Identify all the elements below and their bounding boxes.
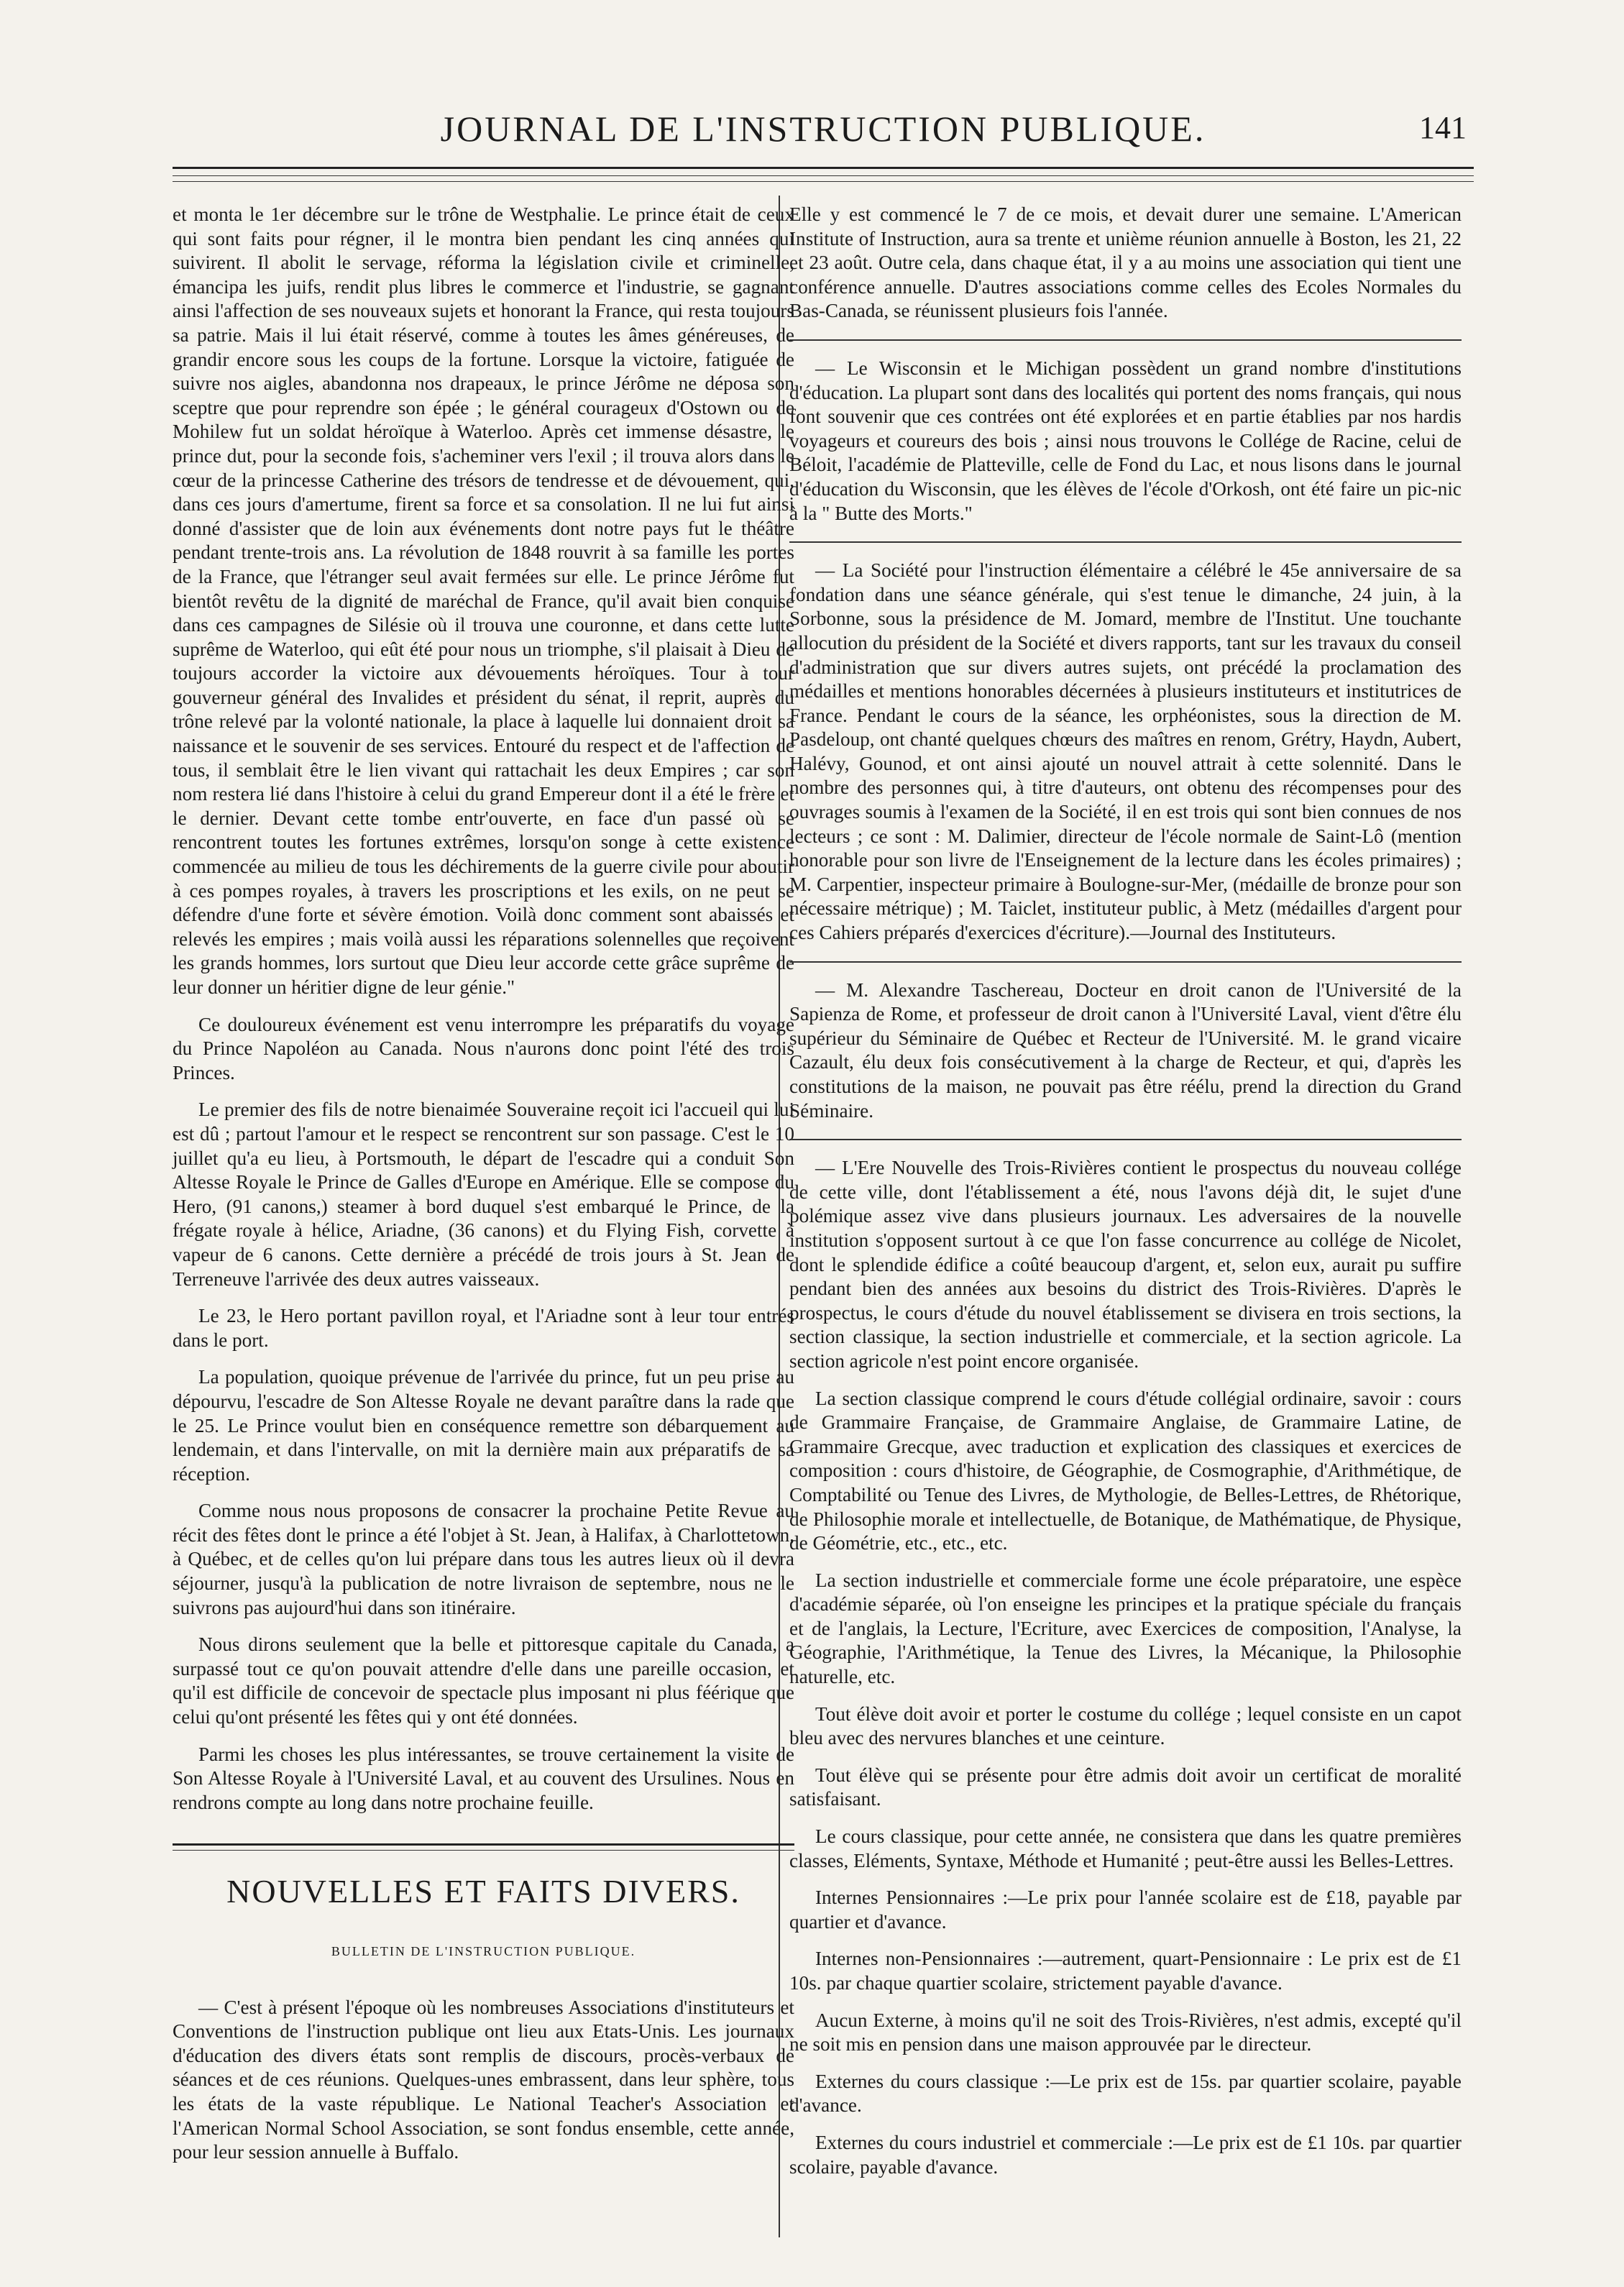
news-paragraph: — La Société pour l'instruction élémentaire a célébré le 45e anniversaire de sa fondation dans une séance générale, qui s'est tenue le dimanche, 24 juin, à la Sorbonne, sous la présidence de M. Jomard, membre de l'Institut. Une touchante allocution du président de la Société et divers rapports, tant sur les travaux du conseil d'administration que sur divers autres sujets, ont précédé la proclamation des médailles et mentions honorables décernées à plusieurs instituteurs et institutrices de France. Pendant le cours de la séance, les orphéonistes, sous la direction de M. Pasdeloup, ont chanté quelques chœurs des maîtres en renom, Grétry, Haydn, Aubert, Halévy, Gounod, et ont ainsi ajouté un nouvel attrait à cette solennité. Dans le nombre des personnes qui, à titre d'auteurs, ont obtenu des récompenses pour des ouvrages soumis à l'examen de la Société, il en est trois qui sont bien connues de nos lecteurs ; ce sont : M. Dalimier, directeur de l'école normale de Saint-Lô (mention honorable pour son livre de l'Enseignement de la lecture dans les écoles primaires) ; M. Carpentier, inspecteur primaire à Boulogne-sur-Mer, (médaille de bronze pour son nécessaire métrique) ; M. Taiclet, instituteur public, à Metz (médailles d'argent pour ces Cahiers préparés d'exercices d'écriture).—Journal des Instituteurs. (789, 559, 1462, 944)
header-rule-thick (173, 167, 1474, 169)
page-header (173, 108, 1474, 158)
news-separator (789, 961, 1462, 963)
header-rule-thin (173, 175, 1474, 176)
news-paragraph: Aucun Externe, à moins qu'il ne soit des Trois-Rivières, n'est admis, excepté qu'il ne soit mis en pension dans une maison approuvée par le directeur. (789, 2009, 1462, 2055)
news-paragraph: — Le Wisconsin et le Michigan possèdent un grand nombre d'institutions d'éducation. La plupart sont dans des localités qui portent des noms français, qui nous font souvenir que ces contrées ont été explorées et en partie établies par nos hardis voyageurs et coureurs des bois ; ainsi nous trouvons le Collége de Racine, celui de Béloit, l'académie de Platteville, celle de Fond du Lac, et nous lisons dans le journal d'éducation du Wisconsin, que les élèves de l'école d'Orkosh, ont été faire un pic-nic à la " Butte des Morts." (789, 357, 1462, 524)
bulletin-heading: BULLETIN DE L'INSTRUCTION PUBLIQUE. (331, 1944, 636, 1958)
news-paragraph: — M. Alexandre Taschereau, Docteur en droit canon de l'Université de la Sapienza de Rome, et professeur de droit canon à l'Université Laval, vient d'être élu supérieur du Séminaire de Québec et Recteur de l'Université. M. le grand vicaire Cazault, élu deux fois consécutivement à la charge de Recteur, et qui, d'après les constitutions de la maison, ne pouvait pas être réélu, prend la direction du Grand Séminaire. (789, 978, 1462, 1122)
bulletin-paragraph: — C'est à présent l'époque où les nombreuses Associations d'instituteurs et Conventions de l'instruction publique ont lieu aux Etats-Unis. Les journaux d'éducation des divers états sont remplis de discours, procès-verbaux de séances et de ces réunions. Quelques-unes embrassent, dans leur sphère, tous les états de la vaste république. Le National Teacher's Association et l'American Normal School Association, se sont fondus ensemble, cette année, pour leur session annuelle à Buffalo. (173, 1996, 794, 2163)
news-paragraph: Le cours classique, pour cette année, ne consistera que dans les quatre premières classes, Eléments, Syntaxe, Méthode et Humanité ; peut-être aussi les Belles-Lettres. (789, 1825, 1462, 1871)
news-paragraph: Externes du cours classique :—Le prix est de 15s. par quartier scolaire, payable d'avance. (789, 2070, 1462, 2117)
section-title: NOUVELLES ET FAITS DIVERS. (226, 1873, 740, 1910)
news-paragraph: Tout élève qui se présente pour être admis doit avoir un certificat de moralité satisfaisant. (789, 1764, 1462, 1810)
left-column (173, 203, 794, 2165)
article-paragraph: Ce douloureux événement est venu interrompre les préparatifs du voyage du Prince Napoléon au Canada. Nous n'aurons donc point l'été des trois Princes. (173, 1013, 794, 1083)
news-paragraph: Elle y est commencé le 7 de ce mois, et devait durer une semaine. L'American Institute of Instruction, aura sa trente et unième réunion annuelle à Boston, les 21, 22 et 23 août. Outre cela, dans chaque état, il y a au moins une association qui tient une conférence annuelle. D'autres associations comme celles des Ecoles Normales du Bas-Canada, se réunissent plusieurs fois l'année. (789, 203, 1462, 322)
news-paragraph: Internes Pensionnaires :—Le prix pour l'année scolaire est de £18, payable par quartier et d'avance. (789, 1887, 1462, 1933)
news-paragraph: — L'Ere Nouvelle des Trois-Rivières contient le prospectus du nouveau collége de cette ville, dont l'établissement a été, nous l'avons déjà dit, le sujet d'une polémique assez vive dans plusieurs journaux. Les adversaires de la nouvelle institution s'opposent surtout à ce que l'on fasse concurrence au collége de Nicolet, dont le splendide édifice a coûté beaucoup d'argent, et, selon eux, aurait pu suffire pendant bien des années aux besoins du district des Trois-Rivières. D'après le prospectus, le cours d'étude du nouvel établissement se divisera en trois sections, la section classique, la section industrielle et commerciale, et la section agricole. La section agricole n'est point encore organisée. (789, 1157, 1462, 1372)
header-rule-thin-2 (173, 181, 1474, 182)
article-paragraph: et monta le 1er décembre sur le trône de Westphalie. Le prince était de ceux qui sont faits pour régner, il le montra bien pendant les cinq années qui suivirent. Il abolit le servage, réforma la législation civile et criminelle, émancipa les juifs, rendit plus libres le commerce et l'industrie, se gagnant ainsi l'affection de ses nouveaux sujets et honorant la France, qui resta toujours sa patrie. Mais il lui était réservé, comme à toutes les âmes généreuses, de grandir encore sous les coups de la fortune. Lorsque la victoire, fatiguée de suivre nos aigles, abandonna nos drapeaux, le prince Jérôme ne déposa son sceptre que pour reprendre son épée ; le général courageux d'Ostown ou de Mohilew fut un soldat héroïque à Waterloo. Après cet immense désastre, le prince dut, pour la seconde fois, s'acheminer vers l'exil ; il trouva alors dans le cœur de la princesse Catherine des trésors de tendresse et de dévouement, qui, dans ces jours d'amertume, firent sa force et sa consolation. Il ne lui fut ainsi donné d'assister que de loin aux événements dont notre pays fut le théâtre pendant trente-trois ans. La révolution de 1848 rouvrit à sa famille les portes de la France, que l'étranger seul avait fermées sur elle. Le prince Jérôme fut bientôt revêtu de la dignité de maréchal de France, qu'il avait bien conquise dans ces campagnes de Silésie où il trouva une couronne, et dans cette lutte suprême de Waterloo, qui eût été pour nous un triomphe, s'il plaisait à Dieu de toujours accorder la victoire aux dévouements héroïques. Tour à tour gouverneur général des Invalides et président du sénat, il reprit, auprès du trône relevé par la volonté nationale, la place à laquelle lui donnaient droit sa naissance et le souvenir de ses services. Entouré du respect et de l'affection de tous, il semblait être le lien vivant qui rattachait les deux Empires ; car son nom restera lié dans l'histoire à celui du grand Empereur dont il a été le frère et le dernier. Devant cette tombe entr'ouverte, en face d'un passé où se rencontrent toutes les fortunes extrêmes, lorsqu'on songe à cette existence commencée au milieu de tous les déchirements de la guerre civile pour aboutir à ces pompes royales, à travers les proscriptions et les exils, on ne peut se défendre d'une forte et sévère émotion. Voilà donc comment sont abaissés et relevés les empires ; mais voilà aussi les réparations solennelles que reçoivent les grands hommes, lors surtout que Dieu leur accorde cette grâce suprême de leur donner un héritier digne de leur génie." (173, 203, 794, 998)
news-separator (789, 339, 1462, 341)
right-column (789, 203, 1462, 2179)
news-separator (789, 541, 1462, 543)
article-paragraph: Le premier des fils de notre bienaimée Souveraine reçoit ici l'accueil qui lui est dû ; partout l'amour et le respect se rencontrent sur son passage. C'est le 10 juillet qu'a eu lieu, à Portsmouth, le départ de l'escadre qui a conduit Son Altesse Royale le Prince de Galles d'Europe en Amérique. Elle se compose du Hero, (91 canons,) steamer à bord duquel s'est embarqué le Prince, de la frégate royale à hélice, Ariadne, (36 canons) et du Flying Fish, corvette à vapeur de 6 canons. Cette dernière a précédé de trois jours à St. Jean de Terreneuve l'arrivée des deux autres vaisseaux. (173, 1099, 794, 1290)
page-number: 141 (1419, 110, 1467, 145)
article-paragraph: Nous dirons seulement que la belle et pittoresque capitale du Canada, a surpassé tout ce qu'on pouvait attendre d'elle dans une pareille occasion, et qu'il est difficile de concevoir de spectacle plus imposant ni plus féérique que celui qu'ont présenté les fêtes qui y ont été données. (173, 1633, 794, 1728)
news-paragraph: Internes non-Pensionnaires :—autrement, quart-Pensionnaire : Le prix est de £1 10s. par chaque quartier scolaire, strictement payable d'avance. (789, 1948, 1462, 1994)
news-paragraph: Externes du cours industriel et commerciale :—Le prix est de £1 10s. par quartier scolaire, payable d'avance. (789, 2131, 1462, 2178)
article-paragraph: Parmi les choses les plus intéressantes, se trouve certainement la visite de Son Altesse Royale à l'Université Laval, et au couvent des Ursulines. Nous en rendrons compte au long dans notre prochaine feuille. (173, 1743, 794, 1813)
article-paragraph: Le 23, le Hero portant pavillon royal, et l'Ariadne sont à leur tour entrés dans le port. (173, 1305, 794, 1351)
article-paragraph: La population, quoique prévenue de l'arrivée du prince, fut un peu prise au dépourvu, l'escadre de Son Altesse Royale ne devant paraître dans la rade que le 25. Le Prince voulut bien en conséquence remettre son débarquement au lendemain, et dans l'intervalle, on mit la dernière main aux préparatifs de sa réception. (173, 1366, 794, 1485)
news-separator (789, 1139, 1462, 1140)
news-paragraph: La section industrielle et commerciale forme une école préparatoire, une espèce d'académie séparée, où l'on enseigne les principes et la pratique spéciale du français et de l'anglais, la Lecture, l'Ecriture, avec Exercices de composition, l'Analyse, la Géographie, l'Arithmétique, la Tenue des Livres, la Mécanique, la Philosophie naturelle, etc. (789, 1569, 1462, 1688)
section-rule-thin (173, 1850, 794, 1851)
journal-title: JOURNAL DE L'INSTRUCTION PUBLIQUE. (440, 109, 1206, 149)
news-paragraph: La section classique comprend le cours d'étude collégial ordinaire, savoir : cours de Grammaire Française, de Grammaire Anglaise, de Grammaire Latine, de Grammaire Grecque, avec traduction et explication des classiques et exercices de composition : cours d'histoire, de Géographie, de Cosmographie, d'Arithmétique, de Comptabilité ou Tenue des Livres, de Mythologie, de Belles-Lettres, de Rhétorique, de Philosophie morale et intellectuelle, de Botanique, de Mathématique, de Physique, de Géométrie, etc., etc., etc. (789, 1387, 1462, 1554)
news-paragraph: Tout élève doit avoir et porter le costume du collége ; lequel consiste en un capot bleu avec des nervures blanches et une ceinture. (789, 1702, 1462, 1749)
section-rule (173, 1843, 794, 1846)
article-paragraph: Comme nous nous proposons de consacrer la prochaine Petite Revue au récit des fêtes dont le prince a été l'objet à St. Jean, à Halifax, à Charlottetown, à Québec, et de celles qu'on lui prépare dans tous les autres lieux où il devra séjourner, jusqu'à la publication de notre livraison de septembre, nous ne le suivrons pas aujourd'hui dans son itinéraire. (173, 1500, 794, 1618)
